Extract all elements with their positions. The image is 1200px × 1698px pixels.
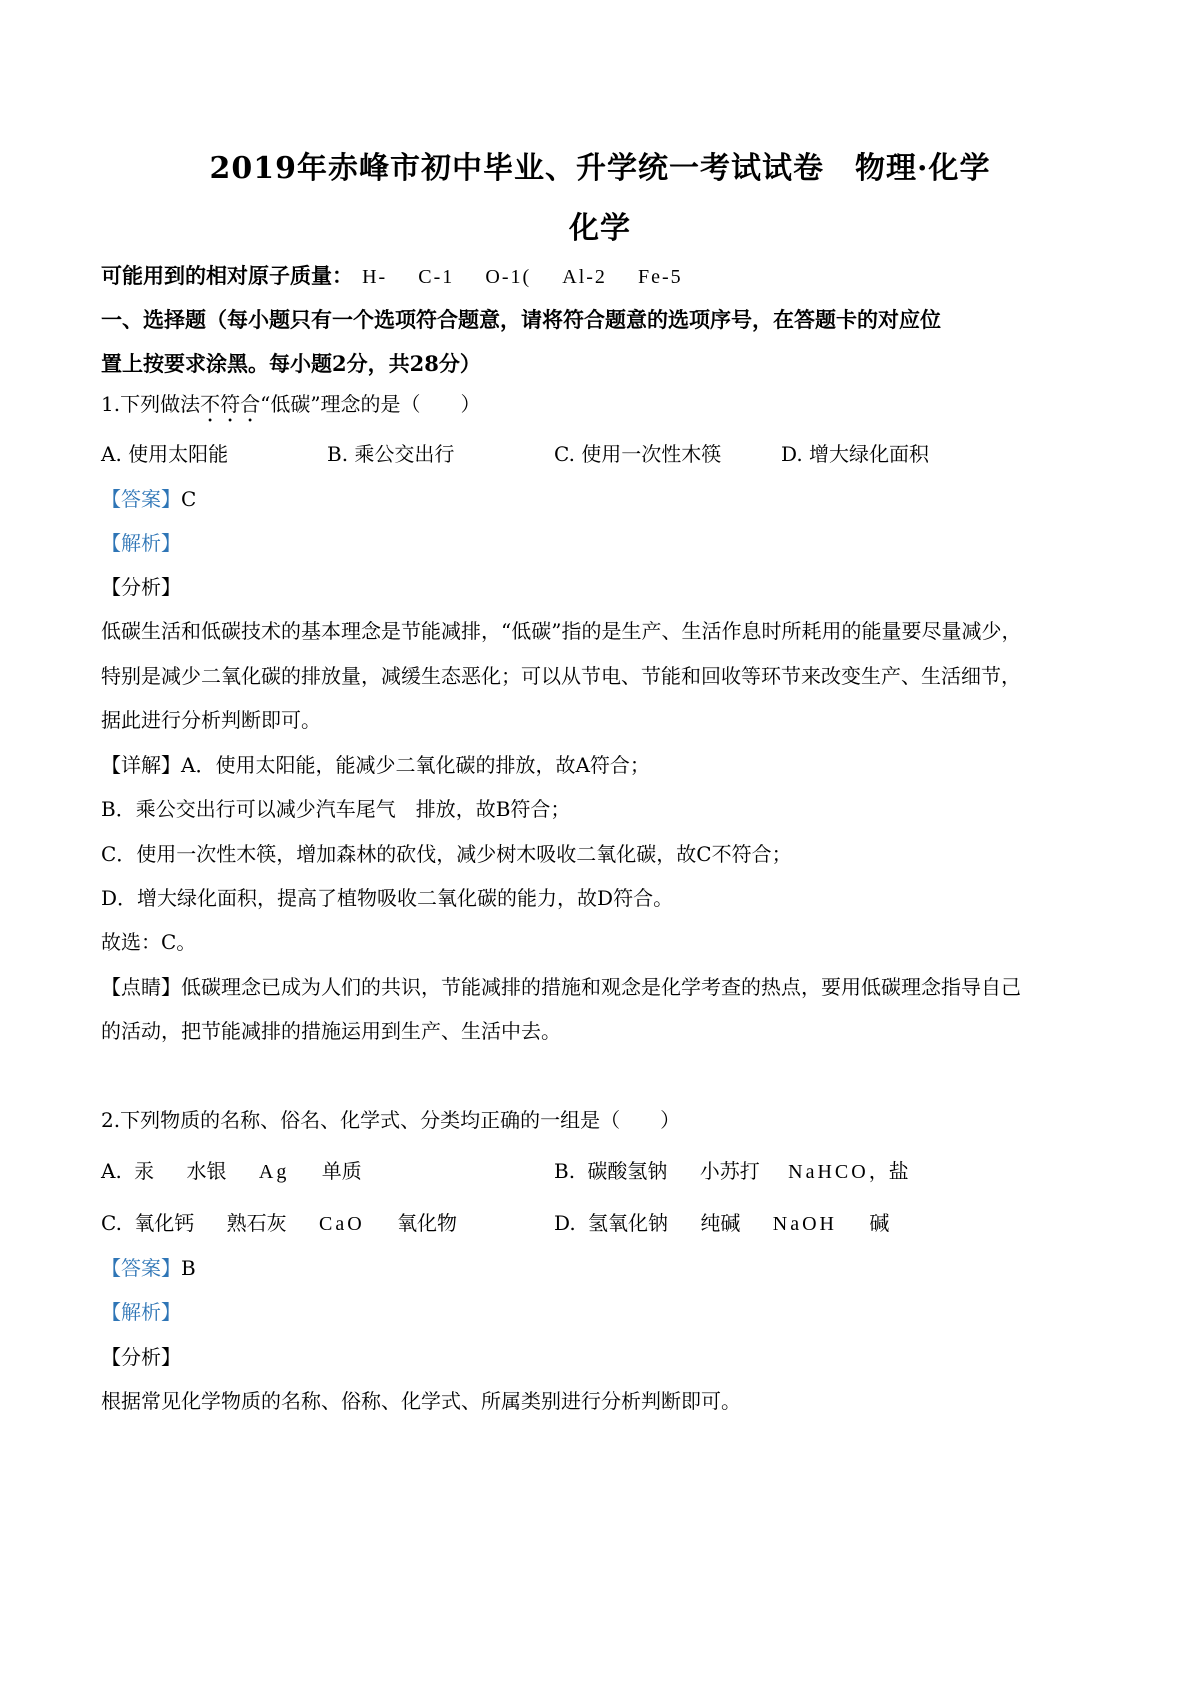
q1-stem-emphasis: 不符合 [200,392,261,416]
q2-a-category: 单质 [321,1159,362,1183]
q2-answer [101,1252,196,1281]
q1-analysis-label: 【解析】 [101,531,181,555]
section-heading-line2: 置上按要求涂黑。每小题2分，共28分） [101,351,481,376]
q1-detail-line-2: B．乘公交出行可以减少汽车尾气 排放，故B符合； [101,797,571,821]
q1-option-b: B. 乘公交出行 [327,442,455,466]
section-heading-line1: 一、选择题（每小题只有一个选项符合题意，请将符合题意的选项序号，在答题卡的对应位 [101,307,941,332]
q2-fenxi-label: 【分析】 [101,1345,181,1369]
atomic-mass-fe: Fe-5 [638,266,683,288]
q1-detail-line-3: C．使用一次性木筷，增加森林的砍伐，减少树木吸收二氧化碳，故C不符合； [101,842,792,866]
q2-option-d [554,1207,889,1236]
q1-option-a: A. 使用太阳能 [101,442,229,466]
q2-d-name: 氢氧化钠 [588,1211,669,1235]
q2-stem: 2.下列物质的名称、俗名、化学式、分类均正确的一组是（ ） [101,1108,681,1132]
q1-fenxi-line-3: 据此进行分析判断即可。 [101,708,321,732]
q2-d-common: 纯碱 [700,1211,741,1235]
q2-d-formula: NaOH [772,1213,837,1235]
exam-title: 2019年赤峰市初中毕业、升学统一考试试卷 物理·化学 [209,151,991,186]
q2-b-category: ，盐 [868,1159,909,1183]
q2-c-letter: C. [101,1211,122,1235]
q2-a-common: 水银 [186,1159,227,1183]
q1-stem-post: “低碳”理念的是（ ） [260,392,481,416]
atomic-mass-c: C-1 [418,266,455,288]
q2-option-b [554,1155,909,1184]
atomic-mass-o: O-1( [485,266,532,288]
atomic-mass-h: H- [362,266,388,288]
q1-fenxi-line-1: 低碳生活和低碳技术的基本理念是节能减排，“低碳”指的是生产、生活作息时所耗用的能量要尽量减少， [101,619,1022,643]
q1-answer-value: C [181,487,197,511]
q1-fenxi-line-2: 特别是减少二氧化碳的排放量，减缓生态恶化；可以从节电、节能和回收等环节来改变生产、生活细节， [101,664,1021,688]
q1-answer-label: 【答案】 [101,487,181,511]
q1-detail-line-4: D．增大绿化面积，提高了植物吸收二氧化碳的能力，故D符合。 [101,886,674,910]
q2-b-common: 小苏打 [699,1159,760,1183]
q2-b-letter: B. [554,1159,576,1183]
q1-dianjing-line-1: 【点睛】低碳理念已成为人们的共识，节能减排的措施和观念是化学考查的热点，要用低碳理念指导自己 [101,975,1021,999]
q1-option-c: C. 使用一次性木筷 [554,442,722,466]
q2-answer-label: 【答案】 [101,1256,181,1280]
q2-d-letter: D. [554,1211,576,1235]
q2-a-name: 汞 [134,1159,155,1183]
q2-analysis-label: 【解析】 [101,1300,181,1324]
q2-c-category: 氧化物 [397,1211,458,1235]
atomic-mass-label: 可能用到的相对原子质量： [101,263,353,288]
q2-option-c [101,1207,457,1236]
q2-option-a [101,1155,362,1184]
subject-title: 化学 [569,211,631,246]
q1-detail-line-5: 故选：C。 [101,930,197,954]
q2-a-formula: Ag [258,1161,290,1183]
q2-c-common: 熟石灰 [226,1211,287,1235]
q1-stem [101,388,481,427]
q2-c-name: 氧化钙 [134,1211,195,1235]
q1-answer [101,483,196,512]
q1-stem-pre: 1.下列做法 [101,392,201,416]
q2-answer-value: B [181,1256,196,1280]
q1-dianjing-line-2: 的活动，把节能减排的措施运用到生产、生活中去。 [101,1019,561,1043]
q2-c-formula: CaO [319,1213,365,1235]
q2-b-formula: NaHCO [788,1161,869,1183]
atomic-mass-al: Al-2 [562,266,607,288]
atomic-mass-line [101,260,683,290]
q1-fenxi-label: 【分析】 [101,575,181,599]
q2-d-category: 碱 [869,1211,890,1235]
q1-detail-line-1: 【详解】A．使用太阳能，能减少二氧化碳的排放，故A符合； [101,753,650,777]
q1-option-d: D. 增大绿化面积 [781,442,930,466]
q2-b-name: 碳酸氢钠 [587,1159,668,1183]
q2-fenxi-line-1: 根据常见化学物质的名称、俗称、化学式、所属类别进行分析判断即可。 [101,1389,741,1413]
q2-a-letter: A. [101,1159,122,1183]
